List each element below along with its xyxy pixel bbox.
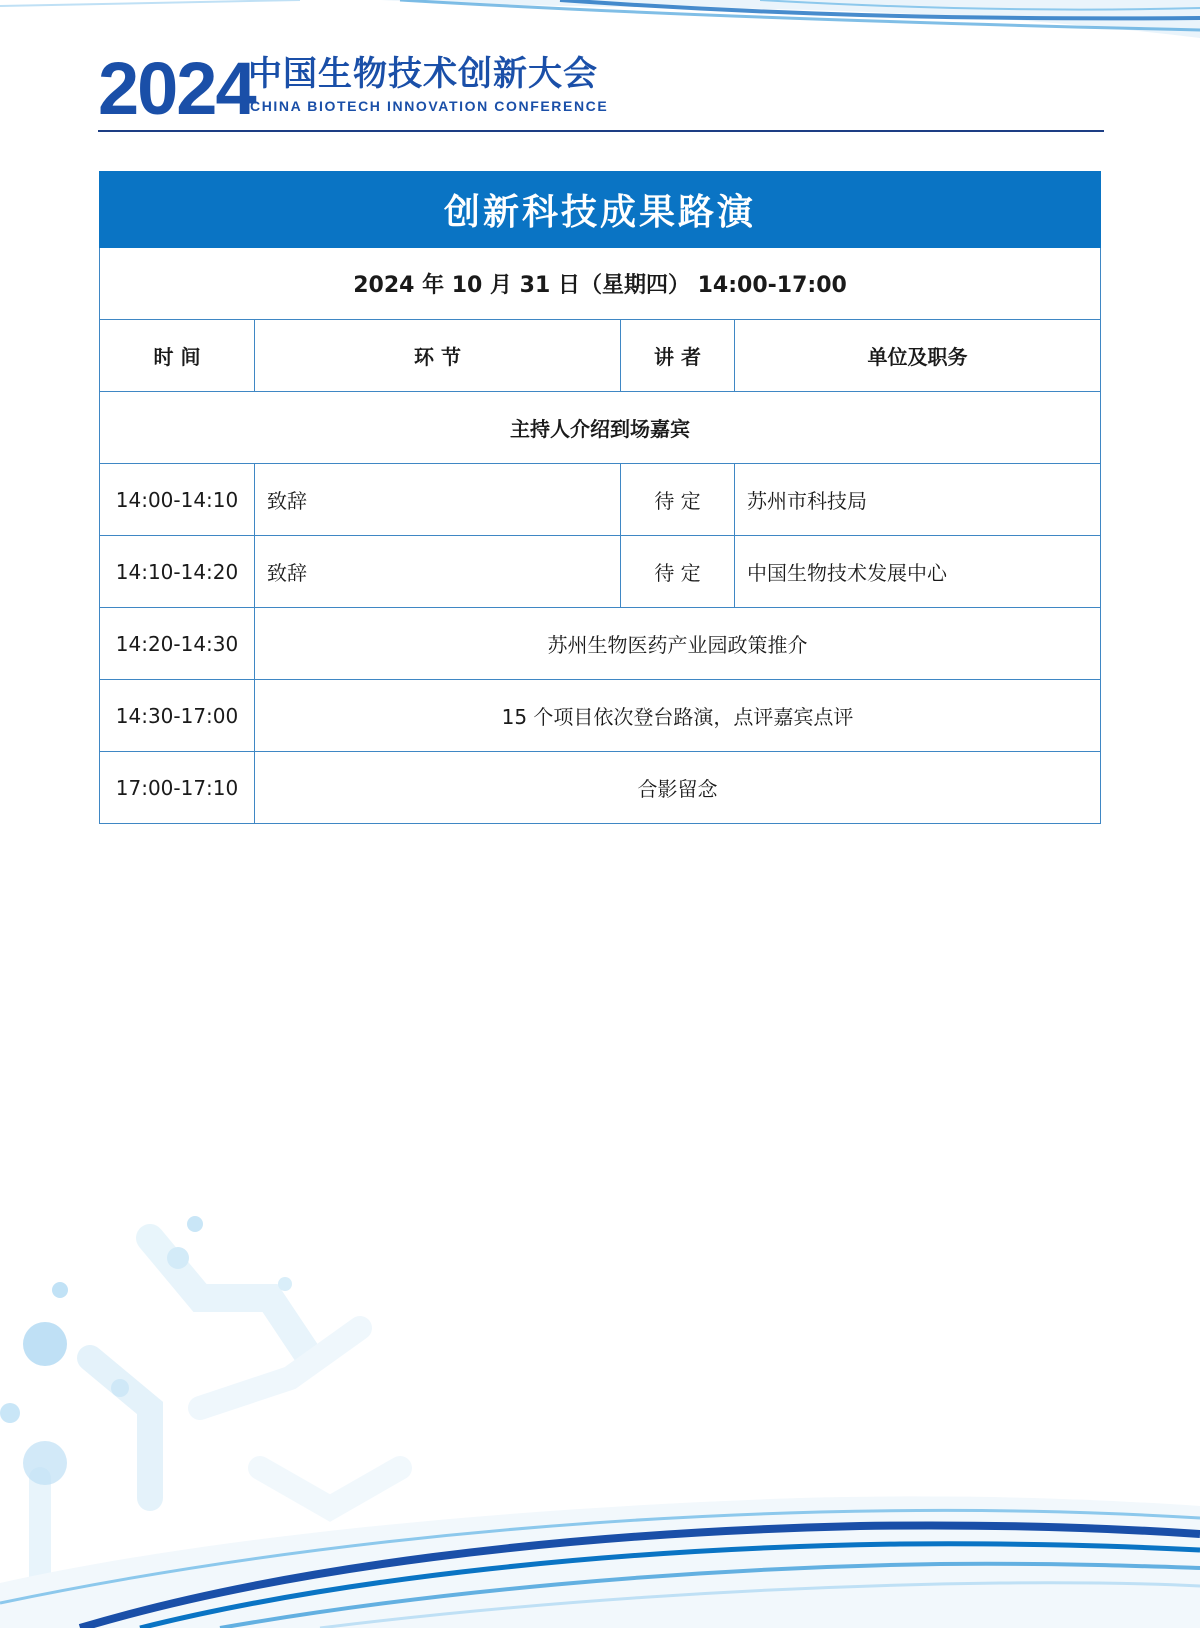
header-divider — [98, 130, 1104, 132]
header-segment: 环 节 — [255, 320, 621, 392]
header-org: 单位及职务 — [735, 320, 1101, 392]
host-introduction: 主持人介绍到场嘉宾 — [100, 392, 1101, 464]
schedule-date: 2024 年 10 月 31 日（星期四） 14:00-17:00 — [100, 248, 1101, 320]
row-merged-activity: 合影留念 — [255, 752, 1101, 824]
header-row — [100, 320, 1101, 392]
date-row — [100, 248, 1101, 320]
host-row — [100, 392, 1101, 464]
row-speaker: 待 定 — [621, 464, 735, 536]
row-merged-activity: 15 个项目依次登台路演，点评嘉宾点评 — [255, 680, 1101, 752]
table-row — [100, 608, 1101, 680]
row-segment: 致辞 — [255, 536, 621, 608]
table-row — [100, 752, 1101, 824]
row-org: 中国生物技术发展中心 — [735, 536, 1101, 608]
header-time: 时 间 — [100, 320, 255, 392]
table-row — [100, 680, 1101, 752]
logo-year: 2024 — [98, 47, 255, 130]
row-segment: 致辞 — [255, 464, 621, 536]
table-row — [100, 536, 1101, 608]
logo-title-en: CHINA BIOTECH INNOVATION CONFERENCE — [250, 98, 609, 114]
row-time: 14:10-14:20 — [100, 536, 255, 608]
row-time: 14:30-17:00 — [100, 680, 255, 752]
roadshow-schedule-table — [99, 171, 1101, 824]
title-row — [100, 172, 1101, 248]
table-row — [100, 464, 1101, 536]
row-time: 14:00-14:10 — [100, 464, 255, 536]
conference-header — [98, 48, 1104, 132]
logo-title-cn: 中国生物技术创新大会 — [248, 54, 598, 94]
row-time: 17:00-17:10 — [100, 752, 255, 824]
row-time: 14:20-14:30 — [100, 608, 255, 680]
header-speaker: 讲 者 — [621, 320, 735, 392]
bottom-molecule-decoration — [0, 1208, 1200, 1628]
row-speaker: 待 定 — [621, 536, 735, 608]
row-merged-activity: 苏州生物医药产业园政策推介 — [255, 608, 1101, 680]
row-org: 苏州市科技局 — [735, 464, 1101, 536]
schedule-title: 创新科技成果路演 — [100, 172, 1101, 248]
